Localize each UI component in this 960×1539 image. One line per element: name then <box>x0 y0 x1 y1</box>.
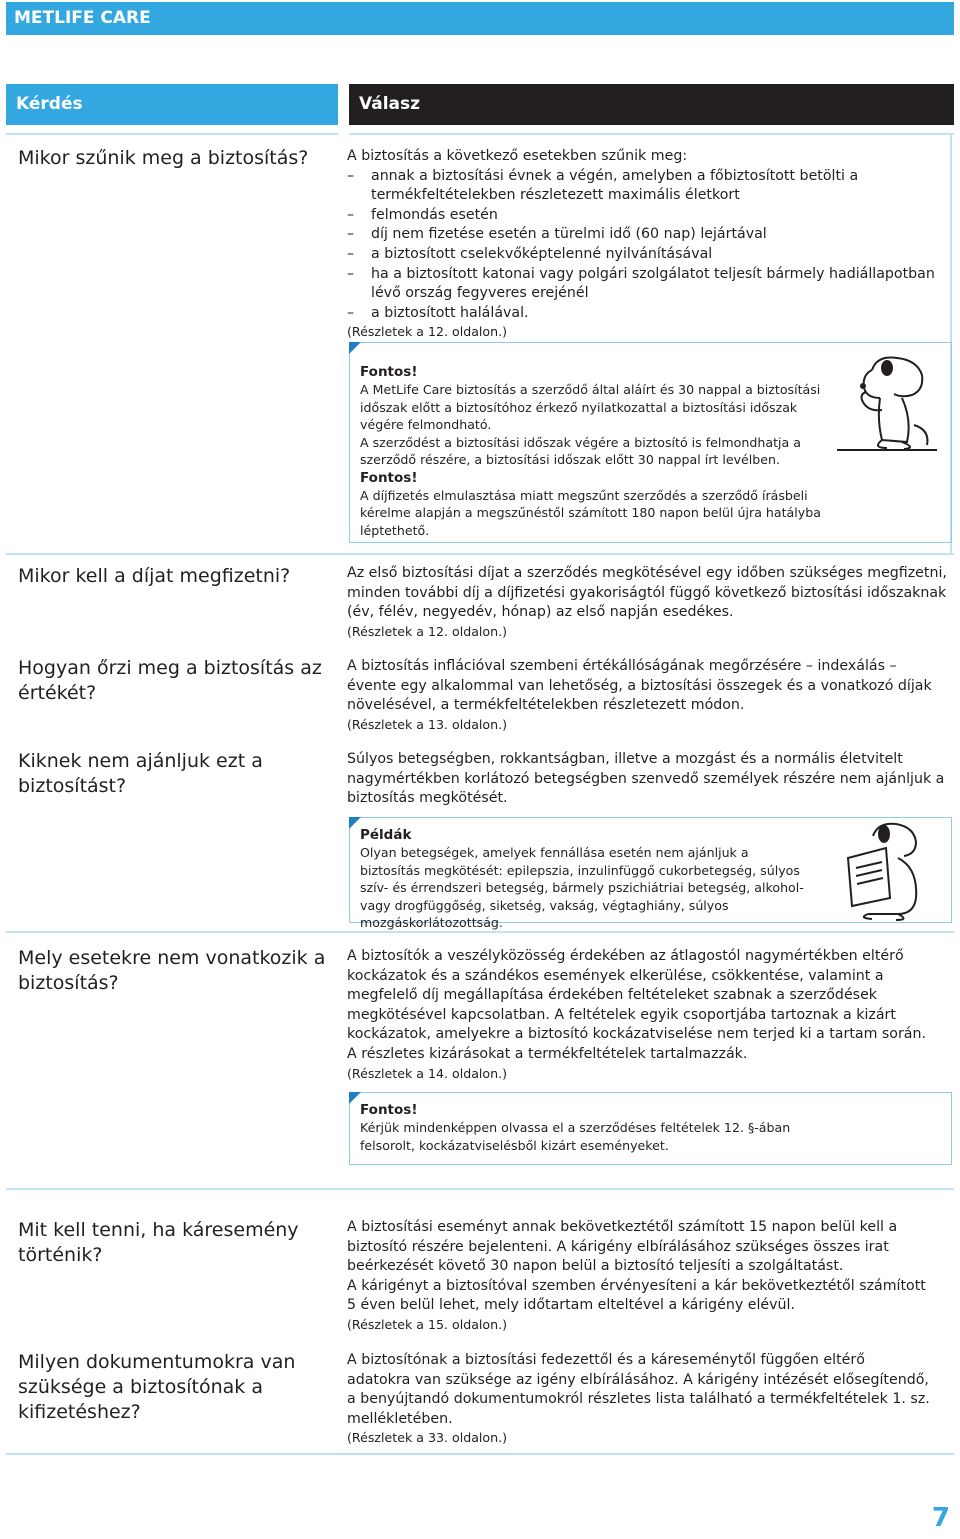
answer-termination <box>347 147 947 340</box>
snoopy-thinking-illustration <box>832 350 942 460</box>
page-reference: (Részletek a 12. oldalon.) <box>347 623 508 639</box>
page-number: 7 <box>931 1503 950 1533</box>
list-item: – felmondás esetén <box>347 206 947 226</box>
answer-column-header: Válasz <box>349 84 954 125</box>
corner-marker <box>349 817 361 829</box>
answer-claim-event <box>347 1218 935 1333</box>
question-required-documents: Milyen dokumentumokra van szüksége a biztosítónak a kifizetéshez? <box>18 1351 296 1423</box>
question-value-retention: Hogyan őrzi meg a biztosítás az értékét? <box>18 657 322 704</box>
question-not-recommended: Kiknek nem ajánljuk ezt a biztosítást? <box>18 750 263 797</box>
snoopy-reading-illustration <box>838 818 938 922</box>
divider <box>6 133 338 135</box>
list-item: – díj nem fizetése esetén a türelmi idő (60 nap) lejártával <box>347 225 947 245</box>
note-box-important-exclusions <box>349 1092 952 1165</box>
divider <box>6 1188 954 1190</box>
page-reference: (Részletek a 13. oldalon.) <box>347 716 508 732</box>
note-title: Fontos! <box>360 1102 418 1118</box>
divider <box>349 133 954 135</box>
question-claim-event: Mit kell tenni, ha káresemény történik? <box>18 1219 299 1266</box>
note-text: Olyan betegségek, amelyek fennállása esetén nem ajánljuk a biztosítás megkötését: epilepszia, inzulinfüggő cukorbetegség, súlyos szív- és érrendszeri betegség, bármely pszichiátriai betegség, alkohol- vagy drogfüggőség, siketség, vakság, végtaghiány, súlyos mozgáskorlátozottság. <box>360 845 804 930</box>
answer-text: A biztosítók a veszélyközösség érdekében az átlagostól nagymértékben eltérő kockázatok és a szándékos események elkerülése, csökkentése, valamint a megfelelő díj megállapítása érdekében feltételeket szabnak a szerződések megkötésével kapcsolatban. A feltételek egyik csoportjába tartoznak a kizárt kockázatok, amelyekre a biztosító kockázatviselése nem terjed ki a tartam során. A részletes kizárásokat a termékfeltételek tartalmazzák. <box>347 948 927 1062</box>
answer-text: A kárigényt a biztosítóval szemben érvényesíteni a kár bekövetkeztétől számított 5 éven belül lehet, mely időtartam elteltével a kárigény elévül. <box>347 1277 926 1314</box>
answer-text: A biztosítás inflációval szembeni értékállóságának megőrzésére – indexálás – évente egy alkalommal van lehetőség, a biztosítási összegek és a vonatkozó díjak növelésével, a termékfeltételekben részletezett módon. <box>347 658 932 714</box>
divider <box>6 1453 954 1455</box>
note-text: Kérjük mindenképpen olvassa el a szerződéses feltételek 12. §-ában felsorolt, kockázatviselésből kizárt eseményeket. <box>360 1120 791 1153</box>
question-premium-payment: Mikor kell a díjat megfizetni? <box>18 565 291 587</box>
answer-required-documents <box>347 1351 932 1446</box>
note-title: Fontos! <box>360 469 418 486</box>
note-text: A díjfizetés elmulasztása miatt megszűnt szerződés a szerződő írásbeli kérelme alapján a megszűnéstől számított 180 napon belül újra hatályba léptethető. <box>360 487 821 538</box>
page-reference: (Részletek a 12. oldalon.) <box>347 324 508 340</box>
page-reference: (Részletek a 14. oldalon.) <box>347 1065 508 1081</box>
list-item: – a biztosított halálával. <box>347 304 947 324</box>
list-item: – ha a biztosított katonai vagy polgári szolgálatot teljesít bármely hadiállapotban lévő ország fegyveres erejénél <box>347 265 947 304</box>
note-title: Példák <box>360 827 412 843</box>
note-title: Fontos! <box>360 364 418 380</box>
corner-marker <box>349 1092 361 1104</box>
answer-text: A biztosítási eseményt annak bekövetkeztétől számított 15 napon belül kell a biztosító részére bejelenteni. A kárigény elbírálásához szükséges összes irat beérkezését követő 30 napon belül a biztosító teljesíti a szolgáltatást. <box>347 1219 898 1275</box>
answer-not-recommended: Súlyos betegségben, rokkantságban, illetve a mozgást és a normális életvitelt nagymértékben korlátozó betegségben szenvedő személyek részére nem ajánljuk a biztosítás megkötését. <box>347 751 945 807</box>
document-header: METLIFE CARE <box>6 2 954 35</box>
answer-text: Az első biztosítási díjat a szerződés megkötésével egy időben szükséges megfizetni, minden további díj a díjfizetési gyakoriságtól függő következő biztosítási időszaknak (év, félév, negyedév, hónap) az első napján esedékes. <box>347 565 947 621</box>
page-reference: (Részletek a 33. oldalon.) <box>347 1430 508 1446</box>
list-item: – annak a biztosítási évnek a végén, amelyben a főbiztosított betölti a termékfeltételekben részletezett maximális életkort <box>347 167 947 206</box>
question-termination: Mikor szűnik meg a biztosítás? <box>18 147 309 169</box>
answer-intro: A biztosítás a következő esetekben szűnik meg: <box>347 148 688 164</box>
note-text: A szerződést a biztosítási időszak végére a biztosító is felmondhatja a szerződő részére, a biztosítási időszak előtt 30 nappal írt levélben. <box>360 434 801 467</box>
question-column-header: Kérdés <box>6 84 338 125</box>
corner-marker <box>349 342 361 354</box>
list-item: – a biztosított cselekvőképtelenné nyilvánításával <box>347 245 947 265</box>
answer-value-retention <box>347 657 947 733</box>
question-exclusions: Mely esetekre nem vonatkozik a biztosítás? <box>18 947 326 994</box>
page-reference: (Részletek a 15. oldalon.) <box>347 1316 508 1332</box>
answer-text: A biztosítónak a biztosítási fedezettől és a káreseménytől függően eltérő adatokra van szüksége az igény elbírálásához. A kárigény intézését elősegítendő, a benyújtandó dokumentumokról részletes lista található a termékfeltételek 1. sz. mellékletében. <box>347 1352 930 1427</box>
answer-premium-payment <box>347 564 947 640</box>
note-text: A MetLife Care biztosítás a szerződő által aláírt és 30 nappal a biztosítási időszak előtt a biztosítóhoz érkező nyilatkozattal a biztosítási időszak végére felmondható. <box>360 382 821 432</box>
answer-exclusions <box>347 947 932 1082</box>
divider <box>6 553 954 555</box>
